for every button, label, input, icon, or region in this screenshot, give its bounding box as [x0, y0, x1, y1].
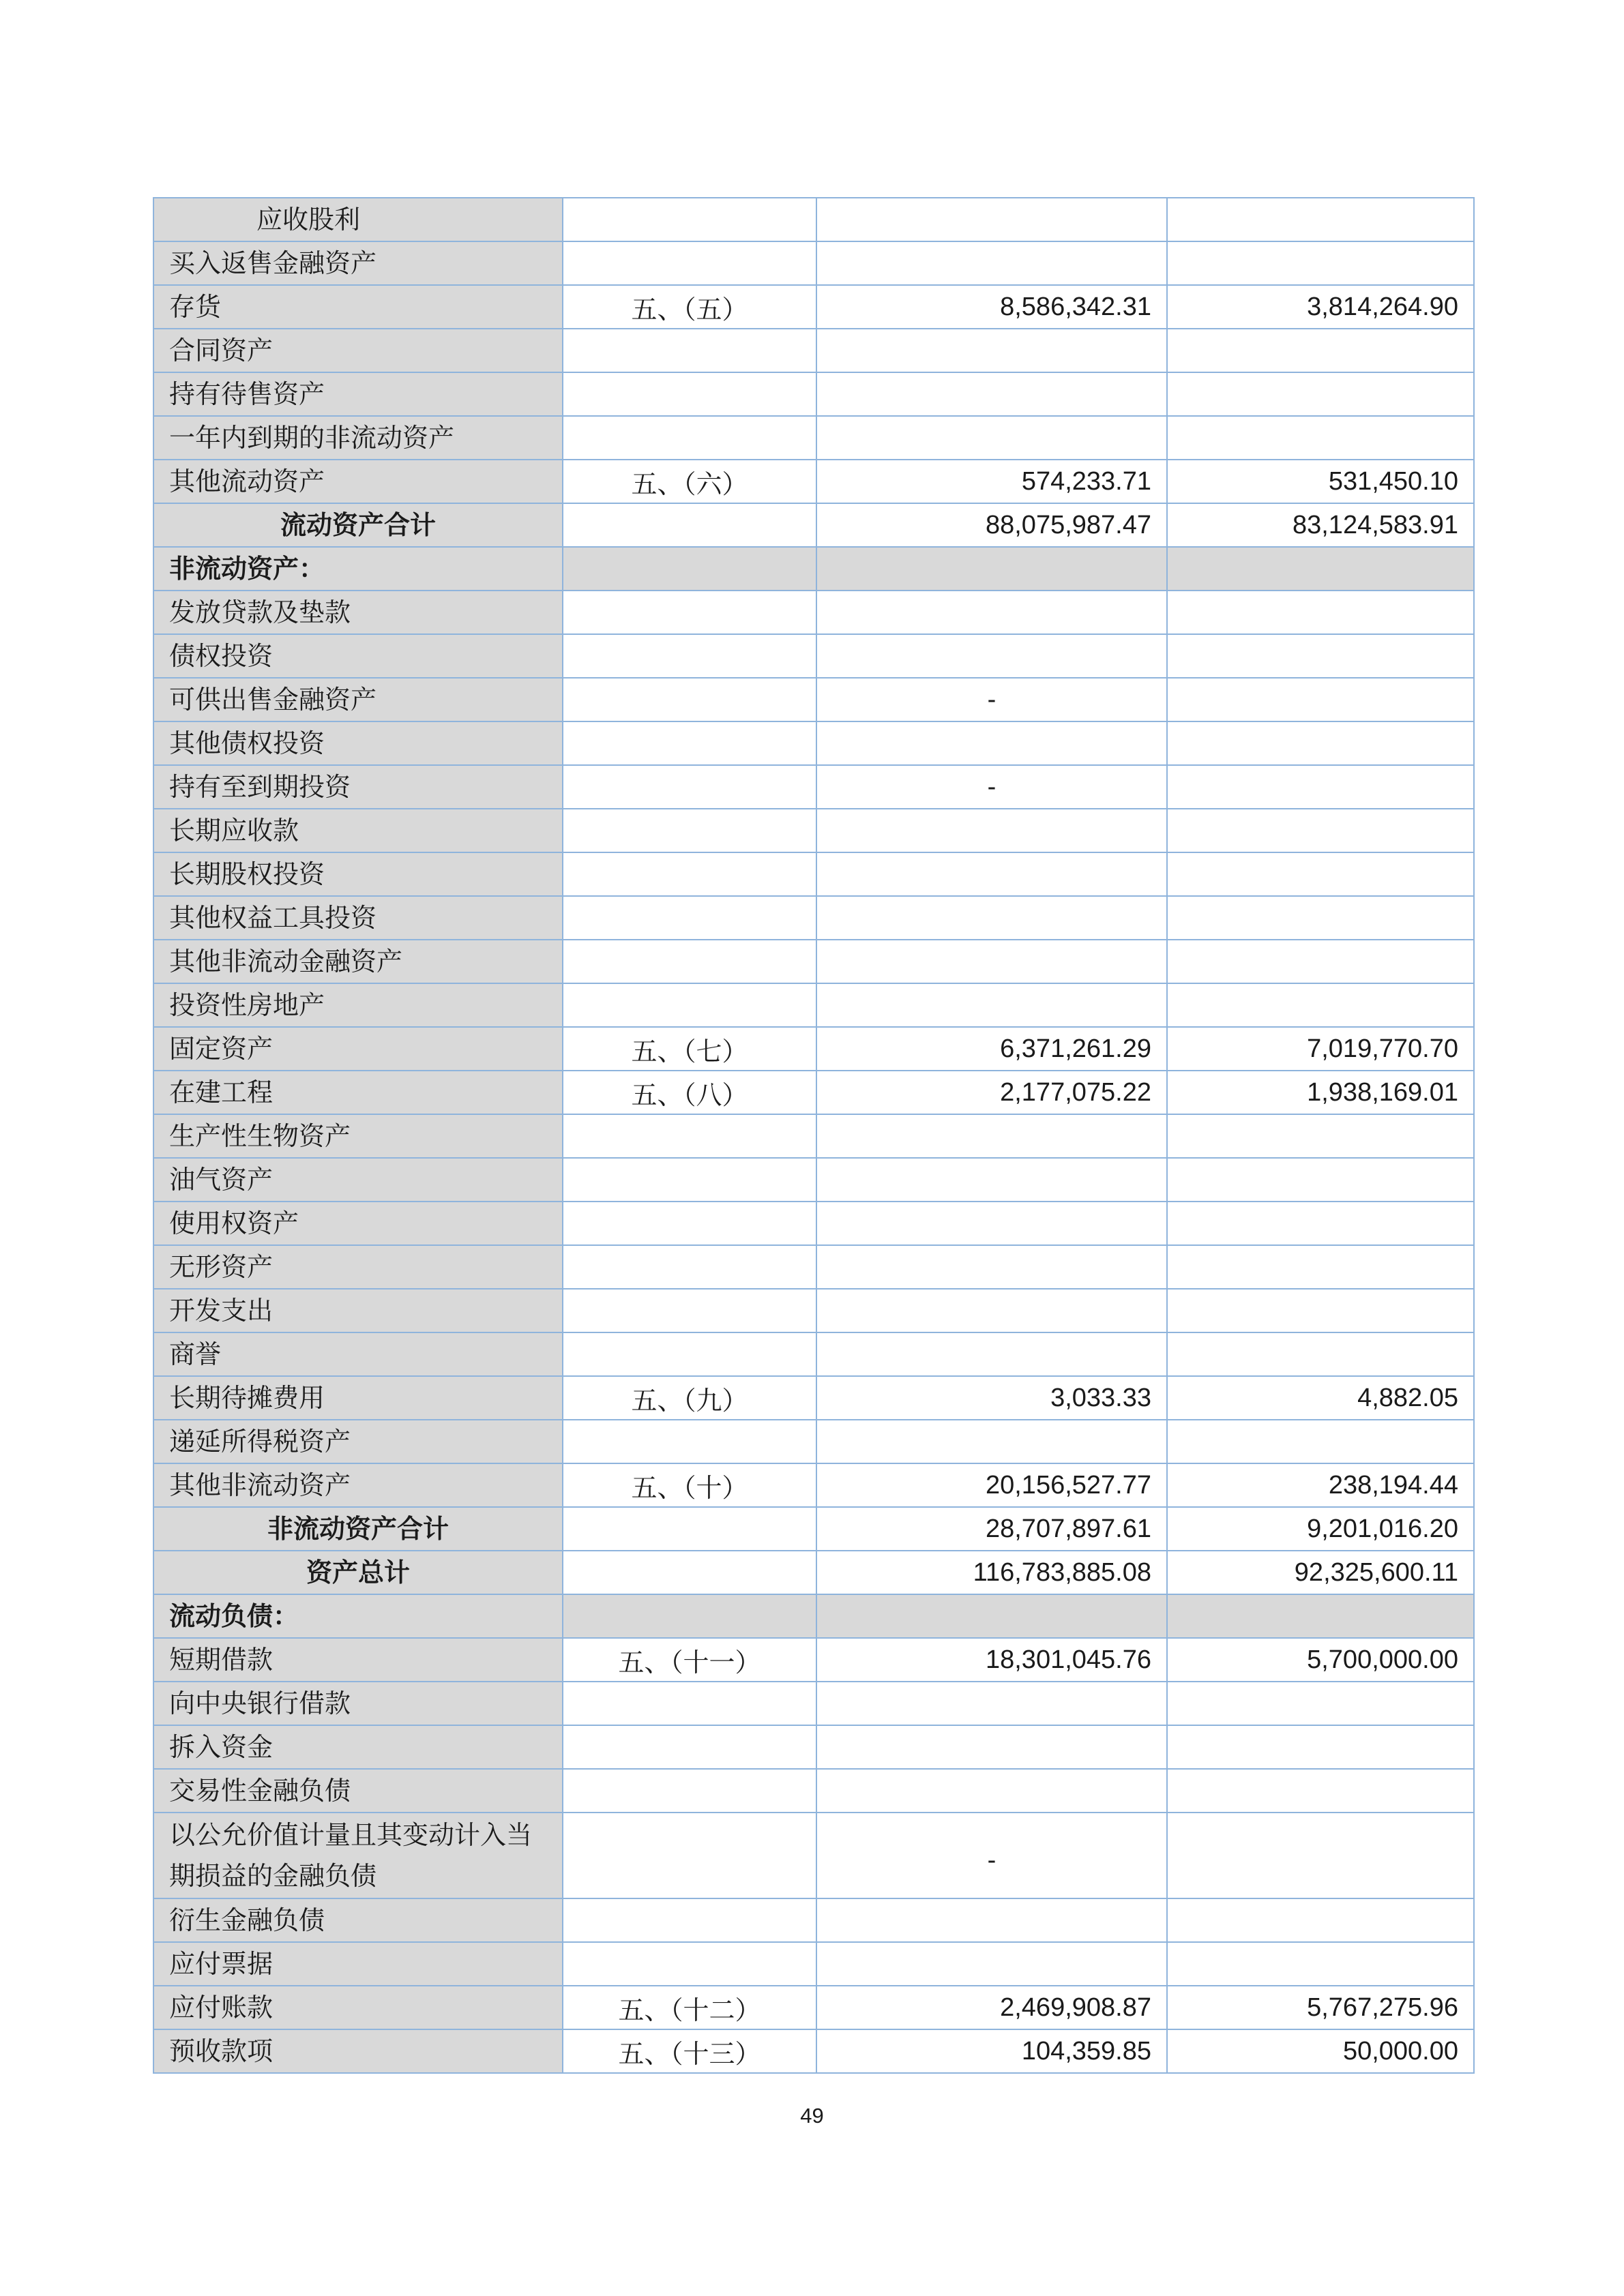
- table-row: [153, 852, 1474, 896]
- row-label: 非流动资产：: [153, 547, 563, 591]
- current-period-amount: 104,359.85: [816, 2029, 1167, 2073]
- table-row: [153, 1114, 1474, 1158]
- note-reference: [563, 940, 816, 983]
- prior-period-amount: [1167, 809, 1474, 852]
- table-row: [153, 1898, 1474, 1942]
- prior-period-amount: [1167, 329, 1474, 372]
- prior-period-amount: 50,000.00: [1167, 2029, 1474, 2073]
- current-period-amount: 116,783,885.08: [816, 1551, 1167, 1594]
- prior-period-amount: [1167, 940, 1474, 983]
- row-label: 流动负债：: [153, 1594, 563, 1638]
- prior-period-amount: [1167, 198, 1474, 241]
- table-row: [153, 198, 1474, 241]
- prior-period-amount: 531,450.10: [1167, 460, 1474, 503]
- row-label: 拆入资金: [153, 1725, 563, 1769]
- prior-period-amount: [1167, 1942, 1474, 1986]
- note-reference: 五、（九）: [563, 1376, 816, 1420]
- prior-period-amount: [1167, 1332, 1474, 1376]
- table-row: [153, 416, 1474, 460]
- current-period-amount: [816, 1332, 1167, 1376]
- note-reference: 五、（七）: [563, 1027, 816, 1071]
- note-reference: 五、（六）: [563, 460, 816, 503]
- note-reference: [563, 1245, 816, 1289]
- row-label: 交易性金融负债: [153, 1769, 563, 1813]
- prior-period-amount: [1167, 591, 1474, 634]
- note-reference: [563, 329, 816, 372]
- prior-period-amount: 83,124,583.91: [1167, 503, 1474, 547]
- row-label: 一年内到期的非流动资产: [153, 416, 563, 460]
- current-period-amount: 20,156,527.77: [816, 1463, 1167, 1507]
- table-row: [153, 1507, 1474, 1551]
- balance-sheet-body: [153, 198, 1474, 2073]
- current-period-amount: [816, 1245, 1167, 1289]
- prior-period-amount: 92,325,600.11: [1167, 1551, 1474, 1594]
- prior-period-amount: 5,700,000.00: [1167, 1638, 1474, 1682]
- note-reference: [563, 416, 816, 460]
- row-label: 投资性房地产: [153, 983, 563, 1027]
- table-row: [153, 1420, 1474, 1463]
- note-reference: [563, 721, 816, 765]
- current-period-amount: [816, 372, 1167, 416]
- prior-period-amount: [1167, 1594, 1474, 1638]
- current-period-amount: [816, 1420, 1167, 1463]
- table-row: [153, 1071, 1474, 1114]
- table-row: [153, 896, 1474, 940]
- table-row: [153, 1986, 1474, 2029]
- prior-period-amount: [1167, 678, 1474, 721]
- row-label: 非流动资产合计: [153, 1507, 563, 1551]
- note-reference: [563, 1507, 816, 1551]
- current-period-amount: 574,233.71: [816, 460, 1167, 503]
- note-reference: [563, 372, 816, 416]
- table-row: [153, 1942, 1474, 1986]
- note-reference: 五、（八）: [563, 1071, 816, 1114]
- current-period-amount: [816, 940, 1167, 983]
- current-period-amount: [816, 983, 1167, 1027]
- current-period-amount: [816, 1594, 1167, 1638]
- prior-period-amount: 4,882.05: [1167, 1376, 1474, 1420]
- page-number: 49: [800, 2104, 824, 2128]
- table-row: [153, 634, 1474, 678]
- table-row: [153, 503, 1474, 547]
- row-label: 存货: [153, 285, 563, 329]
- table-row: [153, 285, 1474, 329]
- prior-period-amount: 1,938,169.01: [1167, 1071, 1474, 1114]
- current-period-amount: [816, 1202, 1167, 1245]
- table-row: [153, 372, 1474, 416]
- table-row: [153, 1638, 1474, 1682]
- note-reference: 五、（五）: [563, 285, 816, 329]
- current-period-amount: [816, 1898, 1167, 1942]
- table-row: [153, 809, 1474, 852]
- note-reference: [563, 1725, 816, 1769]
- note-reference: [563, 765, 816, 809]
- current-period-amount: 3,033.33: [816, 1376, 1167, 1420]
- row-label: 买入返售金融资产: [153, 241, 563, 285]
- note-reference: [563, 1289, 816, 1332]
- row-label: 其他流动资产: [153, 460, 563, 503]
- current-period-amount: 8,586,342.31: [816, 285, 1167, 329]
- table-row: [153, 1682, 1474, 1725]
- note-reference: 五、（十三）: [563, 2029, 816, 2073]
- prior-period-amount: [1167, 1682, 1474, 1725]
- note-reference: [563, 852, 816, 896]
- current-period-amount: [816, 1682, 1167, 1725]
- row-label: 其他权益工具投资: [153, 896, 563, 940]
- current-period-amount: [816, 1114, 1167, 1158]
- current-period-amount: -: [816, 678, 1167, 721]
- row-label: 固定资产: [153, 1027, 563, 1071]
- row-label: 持有至到期投资: [153, 765, 563, 809]
- prior-period-amount: [1167, 983, 1474, 1027]
- current-period-amount: 6,371,261.29: [816, 1027, 1167, 1071]
- current-period-amount: 18,301,045.76: [816, 1638, 1167, 1682]
- note-reference: [563, 591, 816, 634]
- current-period-amount: [816, 591, 1167, 634]
- table-row: [153, 1769, 1474, 1813]
- note-reference: [563, 678, 816, 721]
- row-label: 其他非流动资产: [153, 1463, 563, 1507]
- table-row: [153, 1245, 1474, 1289]
- row-label: 油气资产: [153, 1158, 563, 1202]
- note-reference: [563, 1594, 816, 1638]
- prior-period-amount: [1167, 1245, 1474, 1289]
- note-reference: [563, 1114, 816, 1158]
- row-label: 持有待售资产: [153, 372, 563, 416]
- row-label: 衍生金融负债: [153, 1898, 563, 1942]
- current-period-amount: [816, 198, 1167, 241]
- prior-period-amount: [1167, 852, 1474, 896]
- prior-period-amount: [1167, 1114, 1474, 1158]
- note-reference: [563, 1942, 816, 1986]
- note-reference: [563, 547, 816, 591]
- row-label: 以公允价值计量且其变动计入当期损益的金融负债: [153, 1813, 563, 1898]
- prior-period-amount: [1167, 1158, 1474, 1202]
- current-period-amount: [816, 1725, 1167, 1769]
- note-reference: [563, 983, 816, 1027]
- row-label: 长期股权投资: [153, 852, 563, 896]
- table-row: [153, 2029, 1474, 2073]
- note-reference: [563, 1332, 816, 1376]
- row-label: 长期应收款: [153, 809, 563, 852]
- current-period-amount: [816, 241, 1167, 285]
- note-reference: [563, 1682, 816, 1725]
- prior-period-amount: [1167, 1420, 1474, 1463]
- table-row: [153, 329, 1474, 372]
- current-period-amount: 2,469,908.87: [816, 1986, 1167, 2029]
- current-period-amount: [816, 896, 1167, 940]
- row-label: 应付账款: [153, 1986, 563, 2029]
- current-period-amount: [816, 416, 1167, 460]
- prior-period-amount: 9,201,016.20: [1167, 1507, 1474, 1551]
- note-reference: [563, 809, 816, 852]
- table-row: [153, 1158, 1474, 1202]
- current-period-amount: 28,707,897.61: [816, 1507, 1167, 1551]
- prior-period-amount: [1167, 634, 1474, 678]
- table-row: [153, 1202, 1474, 1245]
- row-label: 在建工程: [153, 1071, 563, 1114]
- current-period-amount: [816, 1942, 1167, 1986]
- row-label: 预收款项: [153, 2029, 563, 2073]
- prior-period-amount: 238,194.44: [1167, 1463, 1474, 1507]
- table-row: [153, 678, 1474, 721]
- table-row: [153, 241, 1474, 285]
- current-period-amount: [816, 1158, 1167, 1202]
- note-reference: 五、（十二）: [563, 1986, 816, 2029]
- prior-period-amount: [1167, 721, 1474, 765]
- prior-period-amount: [1167, 765, 1474, 809]
- note-reference: [563, 503, 816, 547]
- current-period-amount: 88,075,987.47: [816, 503, 1167, 547]
- table-row: [153, 460, 1474, 503]
- table-row: [153, 983, 1474, 1027]
- row-label: 可供出售金融资产: [153, 678, 563, 721]
- note-reference: [563, 1158, 816, 1202]
- table-row: [153, 1463, 1474, 1507]
- note-reference: [563, 1898, 816, 1942]
- table-row: [153, 1376, 1474, 1420]
- row-label: 递延所得税资产: [153, 1420, 563, 1463]
- row-label: 债权投资: [153, 634, 563, 678]
- row-label: 其他债权投资: [153, 721, 563, 765]
- note-reference: 五、（十）: [563, 1463, 816, 1507]
- note-reference: [563, 634, 816, 678]
- table-row: [153, 1594, 1474, 1638]
- current-period-amount: [816, 852, 1167, 896]
- prior-period-amount: [1167, 1725, 1474, 1769]
- prior-period-amount: [1167, 1202, 1474, 1245]
- table-row: [153, 547, 1474, 591]
- table-row: [153, 940, 1474, 983]
- prior-period-amount: [1167, 547, 1474, 591]
- current-period-amount: [816, 721, 1167, 765]
- prior-period-amount: [1167, 372, 1474, 416]
- row-label: 流动资产合计: [153, 503, 563, 547]
- note-reference: [563, 198, 816, 241]
- current-period-amount: -: [816, 765, 1167, 809]
- current-period-amount: [816, 547, 1167, 591]
- row-label: 无形资产: [153, 1245, 563, 1289]
- note-reference: 五、（十一）: [563, 1638, 816, 1682]
- table-row: [153, 1551, 1474, 1594]
- current-period-amount: -: [816, 1813, 1167, 1898]
- prior-period-amount: [1167, 896, 1474, 940]
- prior-period-amount: 5,767,275.96: [1167, 1986, 1474, 2029]
- prior-period-amount: [1167, 1289, 1474, 1332]
- table-row: [153, 765, 1474, 809]
- row-label: 其他非流动金融资产: [153, 940, 563, 983]
- row-label: 开发支出: [153, 1289, 563, 1332]
- row-label: 商誉: [153, 1332, 563, 1376]
- prior-period-amount: [1167, 1813, 1474, 1898]
- note-reference: [563, 896, 816, 940]
- table-row: [153, 721, 1474, 765]
- prior-period-amount: [1167, 1769, 1474, 1813]
- note-reference: [563, 1769, 816, 1813]
- row-label: 应收股利: [153, 198, 563, 241]
- note-reference: [563, 1420, 816, 1463]
- prior-period-amount: [1167, 241, 1474, 285]
- row-label: 短期借款: [153, 1638, 563, 1682]
- table-row: [153, 1027, 1474, 1071]
- note-reference: [563, 1551, 816, 1594]
- table-row: [153, 1725, 1474, 1769]
- row-label: 长期待摊费用: [153, 1376, 563, 1420]
- current-period-amount: [816, 1289, 1167, 1332]
- current-period-amount: [816, 634, 1167, 678]
- row-label: 生产性生物资产: [153, 1114, 563, 1158]
- current-period-amount: [816, 1769, 1167, 1813]
- note-reference: [563, 1813, 816, 1898]
- balance-sheet-table: [153, 197, 1475, 2074]
- note-reference: [563, 1202, 816, 1245]
- note-reference: [563, 241, 816, 285]
- prior-period-amount: 7,019,770.70: [1167, 1027, 1474, 1071]
- row-label: 合同资产: [153, 329, 563, 372]
- table-row: [153, 591, 1474, 634]
- table-row: [153, 1813, 1474, 1898]
- current-period-amount: [816, 329, 1167, 372]
- current-period-amount: 2,177,075.22: [816, 1071, 1167, 1114]
- current-period-amount: [816, 809, 1167, 852]
- prior-period-amount: [1167, 1898, 1474, 1942]
- row-label: 资产总计: [153, 1551, 563, 1594]
- row-label: 使用权资产: [153, 1202, 563, 1245]
- prior-period-amount: 3,814,264.90: [1167, 285, 1474, 329]
- row-label: 向中央银行借款: [153, 1682, 563, 1725]
- row-label: 应付票据: [153, 1942, 563, 1986]
- table-row: [153, 1289, 1474, 1332]
- table-row: [153, 1332, 1474, 1376]
- prior-period-amount: [1167, 416, 1474, 460]
- row-label: 发放贷款及垫款: [153, 591, 563, 634]
